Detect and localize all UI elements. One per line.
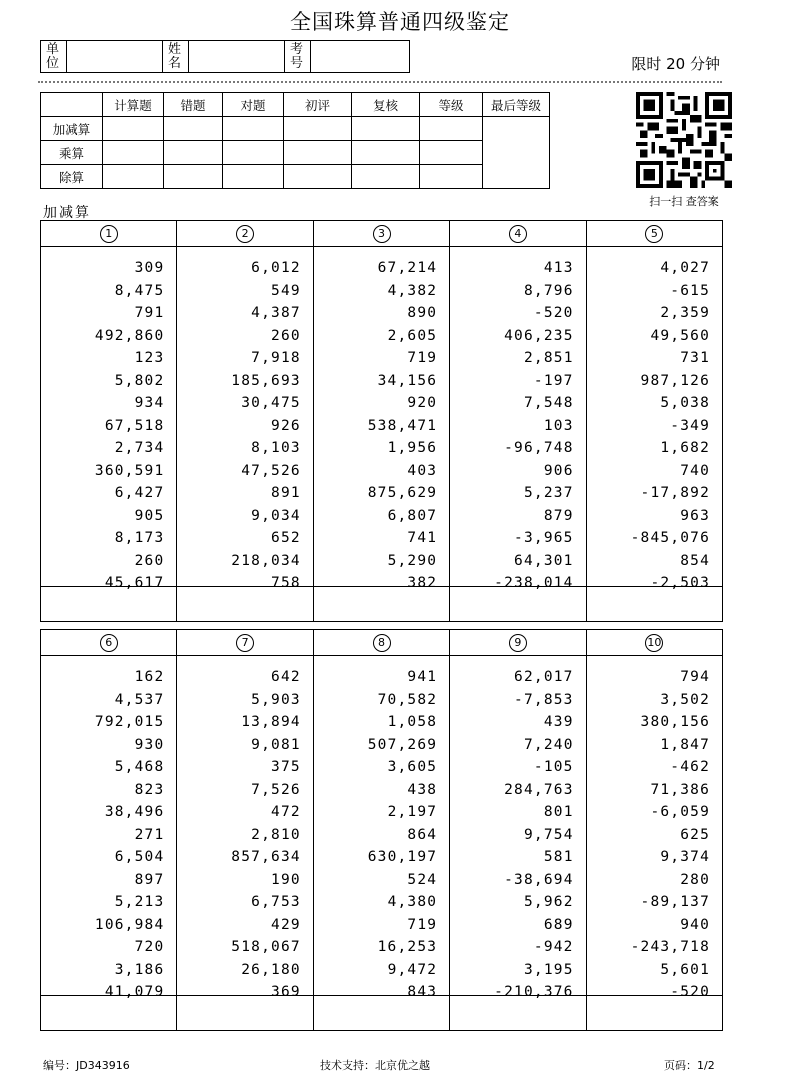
answer-cell[interactable]	[314, 587, 450, 621]
addend: 439	[543, 714, 574, 730]
addend: 854	[680, 552, 711, 569]
problem-column	[177, 247, 313, 591]
addend: 630,197	[367, 849, 438, 865]
time-limit: 限时 20 分钟	[631, 55, 720, 73]
addend: 906	[543, 462, 574, 479]
grade-cell[interactable]	[164, 117, 223, 141]
addend: 6,012	[251, 260, 301, 276]
addend: 843	[407, 984, 438, 1000]
grade-cell[interactable]	[223, 117, 284, 141]
addend: 38,496	[104, 804, 165, 820]
grade-cell[interactable]	[420, 141, 483, 165]
addend: 934	[134, 395, 165, 411]
addend: 5,213	[114, 894, 165, 910]
addend: 260	[271, 327, 301, 344]
addend: 741	[407, 530, 438, 546]
addend: -243,718	[630, 939, 711, 955]
addend: 879	[543, 507, 574, 524]
addend: 864	[407, 826, 438, 843]
addend: 8,173	[114, 530, 165, 546]
header-cell: 最后等级	[483, 93, 550, 117]
answer-cell[interactable]	[41, 996, 177, 1030]
addend: 185,693	[231, 372, 301, 389]
grading-row	[41, 117, 550, 141]
addend: 45,617	[104, 575, 165, 591]
addend: 123	[134, 350, 165, 366]
addend: 41,079	[104, 984, 165, 1000]
section-title: 加减算	[43, 205, 91, 221]
qr-label: 扫一扫 查答案	[649, 195, 719, 208]
addend: -89,137	[640, 894, 711, 910]
grade-cell[interactable]	[284, 165, 352, 189]
answer-cell[interactable]	[314, 996, 450, 1030]
header-cell: 复核	[352, 93, 420, 117]
addend: 280	[680, 871, 711, 888]
tech-support: 技术支持：北京优之越	[320, 1059, 430, 1072]
problem-column	[177, 656, 313, 1000]
addend: -197	[533, 372, 574, 389]
addend: -6,059	[650, 804, 711, 820]
addend: 3,195	[523, 961, 574, 978]
addend: 5,468	[114, 759, 165, 775]
addend: 652	[271, 530, 301, 546]
addend: 3,605	[387, 759, 438, 775]
addend: 5,038	[660, 395, 711, 411]
addend: 930	[134, 736, 165, 753]
addend: 890	[407, 305, 438, 321]
addend: 720	[134, 939, 165, 955]
addend: 9,754	[523, 826, 574, 843]
addend: 7,240	[523, 736, 574, 753]
answer-row	[41, 587, 722, 621]
addend: -17,892	[640, 485, 711, 501]
addend: 309	[134, 260, 165, 276]
addend: 271	[134, 826, 165, 843]
row-label: 乘算	[41, 141, 103, 165]
addend: 791	[134, 305, 165, 321]
grade-cell[interactable]	[164, 141, 223, 165]
row-label: 除算	[41, 165, 103, 189]
addend: 106,984	[94, 916, 165, 933]
addend: 2,605	[387, 327, 438, 344]
addend: 6,427	[114, 485, 165, 501]
problem-number: 7	[236, 634, 254, 652]
addend: 5,903	[251, 691, 301, 708]
problem-column	[450, 656, 586, 1000]
answer-cell[interactable]	[177, 587, 313, 621]
answer-cell[interactable]	[450, 587, 586, 621]
addend: 2,197	[387, 804, 438, 820]
answer-cell[interactable]	[587, 996, 722, 1030]
addend: 3,186	[114, 961, 165, 978]
addend: 1,058	[387, 714, 438, 730]
addend: 2,851	[523, 350, 574, 366]
problem-column	[314, 656, 450, 1000]
header-cell: 计算题	[103, 93, 164, 117]
addend: 857,634	[231, 849, 301, 865]
addend: 369	[271, 984, 301, 1000]
addend: 284,763	[504, 781, 574, 798]
addend: 67,214	[377, 260, 438, 276]
name-field[interactable]	[189, 41, 285, 72]
problem-number: 6	[100, 634, 118, 652]
answer-cell[interactable]	[450, 996, 586, 1030]
problem-number-row	[41, 630, 722, 656]
addend: 792,015	[94, 714, 165, 730]
problem-number: 4	[509, 225, 527, 243]
addend: 429	[271, 916, 301, 933]
addend: -38,694	[504, 871, 574, 888]
addend: 794	[680, 669, 711, 685]
problem-column	[41, 247, 177, 591]
problem-number: 2	[236, 225, 254, 243]
addend: 625	[680, 826, 711, 843]
addend: 406,235	[504, 327, 574, 344]
problem-numbers	[41, 247, 722, 591]
addend: 549	[271, 282, 301, 299]
addend: 875,629	[367, 485, 438, 501]
grade-cell[interactable]	[352, 141, 420, 165]
addend: 823	[134, 781, 165, 798]
grade-cell[interactable]	[223, 165, 284, 189]
exam-number-field[interactable]	[311, 41, 409, 72]
addend: 4,380	[387, 894, 438, 910]
header-cell: 初评	[284, 93, 352, 117]
addend: 9,374	[660, 849, 711, 865]
addend: 2,734	[114, 440, 165, 456]
addend: -942	[533, 939, 574, 955]
problem-column	[314, 247, 450, 591]
addend: 4,382	[387, 282, 438, 299]
problem-block	[40, 220, 723, 622]
addend: 897	[134, 871, 165, 888]
page-number: 页码：1/2	[664, 1059, 715, 1072]
addend: 740	[680, 462, 711, 479]
addend: 9,472	[387, 961, 438, 978]
problem-number: 1	[100, 225, 118, 243]
divider	[38, 81, 722, 83]
addend: 941	[407, 669, 438, 685]
addend: 380,156	[640, 714, 711, 730]
addend: 5,290	[387, 552, 438, 569]
addend: 360,591	[94, 462, 165, 479]
problem-number: 10	[645, 634, 663, 652]
addend: 103	[543, 417, 574, 434]
grade-cell[interactable]	[103, 117, 164, 141]
addend: 62,017	[514, 669, 574, 685]
grade-cell[interactable]	[352, 117, 420, 141]
addend: 472	[271, 804, 301, 820]
qr-code[interactable]	[636, 92, 732, 188]
addend: 47,526	[241, 462, 301, 479]
grade-cell[interactable]	[420, 165, 483, 189]
addend: 920	[407, 395, 438, 411]
row-label: 加减算	[41, 117, 103, 141]
addend: 507,269	[367, 736, 438, 753]
addend: 190	[271, 871, 301, 888]
addend: 162	[134, 669, 165, 685]
addend: 26,180	[241, 961, 301, 978]
addend: 2,359	[660, 305, 711, 321]
addend: 719	[407, 350, 438, 366]
addend: 71,386	[650, 781, 711, 798]
answer-cell[interactable]	[177, 996, 313, 1030]
addend: 67,518	[104, 417, 165, 434]
addend: 6,753	[251, 894, 301, 910]
addend: 940	[680, 916, 711, 933]
addend: 4,387	[251, 305, 301, 321]
addend: 538,471	[367, 417, 438, 434]
addend: 6,807	[387, 507, 438, 524]
addend: 963	[680, 507, 711, 524]
grading-row	[41, 141, 550, 165]
addend: 7,918	[251, 350, 301, 366]
addend: 438	[407, 781, 438, 798]
addend: 8,796	[523, 282, 574, 299]
addend: -7,853	[514, 691, 574, 708]
addend: 382	[407, 575, 438, 591]
addend: 891	[271, 485, 301, 501]
problem-number: 3	[373, 225, 391, 243]
addend: 5,601	[660, 961, 711, 978]
problem-column	[587, 656, 722, 1000]
addend: 64,301	[514, 552, 574, 569]
addend: 801	[543, 804, 574, 820]
addend: 689	[543, 916, 574, 933]
addend: 518,067	[231, 939, 301, 955]
answer-cell[interactable]	[587, 587, 722, 621]
addend: -520	[533, 305, 574, 321]
addend: -96,748	[504, 440, 574, 456]
problem-column	[450, 247, 586, 591]
addend: 8,475	[114, 282, 165, 299]
header-cell: 错题	[164, 93, 223, 117]
name-label: 姓 名	[163, 41, 189, 72]
grade-cell[interactable]	[284, 141, 352, 165]
grading-header-row	[41, 93, 550, 117]
addend: 49,560	[650, 327, 711, 344]
addend: 4,027	[660, 260, 711, 276]
addend: -210,376	[494, 984, 574, 1000]
addend: 905	[134, 507, 165, 524]
problem-column	[587, 247, 722, 591]
addend: 9,081	[251, 736, 301, 753]
addend: 1,847	[660, 736, 711, 753]
addend: -3,965	[514, 530, 574, 546]
addend: -462	[670, 759, 711, 775]
addend: 5,237	[523, 485, 574, 501]
addend: 70,582	[377, 691, 438, 708]
candidate-info-box	[40, 40, 410, 73]
addend: 5,802	[114, 372, 165, 389]
addend: 413	[543, 260, 574, 276]
addend: 524	[407, 871, 438, 888]
grade-cell[interactable]	[223, 141, 284, 165]
addend: 926	[271, 417, 301, 434]
addend: 987,126	[640, 372, 711, 389]
final-grade-cell[interactable]	[483, 117, 550, 189]
addend: 581	[543, 849, 574, 865]
grading-row	[41, 165, 550, 189]
unit-label: 单 位	[41, 41, 67, 72]
addend: -845,076	[630, 530, 711, 546]
problem-number: 9	[509, 634, 527, 652]
addend: -2,503	[650, 575, 711, 591]
addend: 4,537	[114, 691, 165, 708]
addend: 7,526	[251, 781, 301, 798]
addend: -615	[670, 282, 711, 299]
addend: 9,034	[251, 507, 301, 524]
header-cell: 等级	[420, 93, 483, 117]
grade-cell[interactable]	[420, 117, 483, 141]
addend: -520	[670, 984, 711, 1000]
addend: 13,894	[241, 714, 301, 730]
answer-row	[41, 996, 722, 1030]
addend: 375	[271, 759, 301, 775]
problem-number-row	[41, 221, 722, 247]
exam-number-label: 考 号	[285, 41, 311, 72]
addend: 492,860	[94, 327, 165, 344]
addend: 8,103	[251, 440, 301, 456]
addend: 7,548	[523, 395, 574, 411]
addend: 758	[271, 575, 301, 591]
addend: 1,956	[387, 440, 438, 456]
addend: 6,504	[114, 849, 165, 865]
header-cell	[41, 93, 103, 117]
answer-cell[interactable]	[41, 587, 177, 621]
addend: 1,682	[660, 440, 711, 456]
addend: 3,502	[660, 691, 711, 708]
problem-numbers	[41, 656, 722, 1000]
addend: -105	[533, 759, 574, 775]
addend: 719	[407, 916, 438, 933]
unit-field[interactable]	[67, 41, 163, 72]
addend: 403	[407, 462, 438, 479]
grade-cell[interactable]	[103, 165, 164, 189]
grade-cell[interactable]	[352, 165, 420, 189]
addend: 218,034	[231, 552, 301, 569]
addend: 731	[680, 350, 711, 366]
addend: 260	[134, 552, 165, 569]
addend: 2,810	[251, 826, 301, 843]
document-code: 编号：JD343916	[43, 1059, 130, 1072]
addend: 642	[271, 669, 301, 685]
addend: 34,156	[377, 372, 438, 389]
grade-cell[interactable]	[284, 117, 352, 141]
addend: -238,014	[494, 575, 574, 591]
header-cell: 对题	[223, 93, 284, 117]
addend: 30,475	[241, 395, 301, 411]
problem-block	[40, 629, 723, 1031]
addend: 5,962	[523, 894, 574, 910]
problem-number: 8	[373, 634, 391, 652]
page-title: 全国珠算普通四级鉴定	[290, 10, 510, 34]
addend: -349	[670, 417, 711, 434]
problem-number: 5	[645, 225, 663, 243]
grade-cell[interactable]	[164, 165, 223, 189]
grading-table	[40, 92, 550, 189]
addend: 16,253	[377, 939, 438, 955]
grade-cell[interactable]	[103, 141, 164, 165]
problem-column	[41, 656, 177, 1000]
